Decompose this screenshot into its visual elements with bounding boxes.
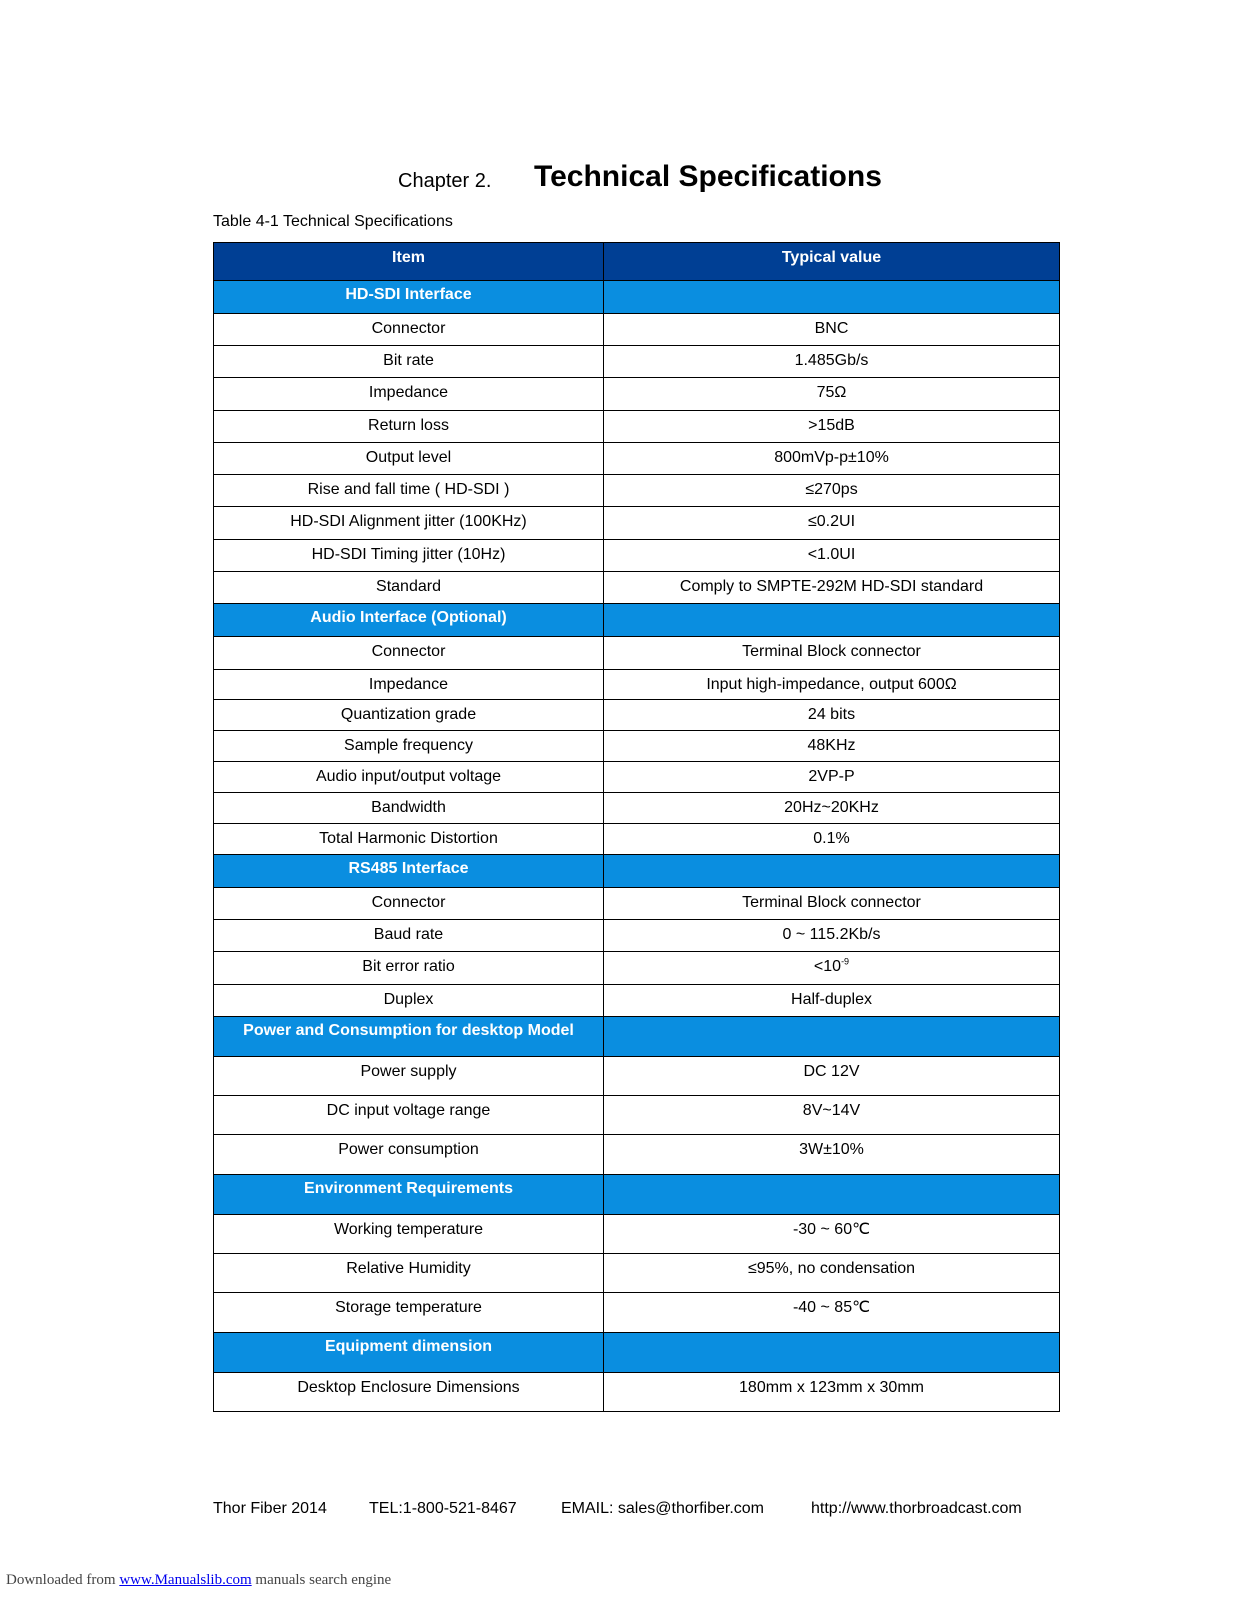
footer-email: EMAIL: sales@thorfiber.com <box>561 1500 764 1517</box>
value-text: 24 bits <box>807 706 856 723</box>
table-row <box>214 793 1060 824</box>
value-cell <box>604 314 1060 346</box>
value-cell <box>604 637 1060 670</box>
value-text: DC 12V <box>803 1063 860 1080</box>
value-cell <box>604 346 1060 378</box>
item-cell: Connector <box>214 637 604 670</box>
section-title: RS485 Interface <box>214 855 604 888</box>
footer-url: http://www.thorbroadcast.com <box>811 1500 1022 1517</box>
value-text: Terminal Block connector <box>742 894 921 911</box>
page-heading <box>0 160 1237 200</box>
table-row <box>214 1293 1060 1333</box>
table-row <box>214 1057 1060 1096</box>
value-text: 800mVp-p±10% <box>774 449 889 466</box>
value-text: -40 ~ 85℃ <box>792 1299 871 1316</box>
table-row <box>214 1373 1060 1412</box>
table-row <box>214 1215 1060 1254</box>
item-cell: DC input voltage range <box>214 1096 604 1135</box>
value-text: 8V~14V <box>802 1102 861 1119</box>
table-row <box>214 700 1060 731</box>
table-row <box>214 670 1060 700</box>
section-row <box>214 1017 1060 1057</box>
value-text: >15dB <box>808 417 855 434</box>
value-cell <box>604 952 1060 985</box>
value-cell <box>604 824 1060 855</box>
value-text: Terminal Block connector <box>742 643 921 660</box>
value-text: 2VP-P <box>808 768 855 785</box>
table-row <box>214 762 1060 793</box>
section-empty-cell <box>604 281 1060 314</box>
value-text: Half-duplex <box>791 991 872 1008</box>
value-cell <box>604 378 1060 411</box>
value-text: 1.485Gb/s <box>794 352 869 369</box>
value-text: ≤270ps <box>805 481 858 498</box>
table-caption: Table 4-1 Technical Specifications <box>213 213 453 230</box>
table-row <box>214 443 1060 475</box>
value-cell <box>604 1215 1060 1254</box>
item-cell: Return loss <box>214 411 604 443</box>
value-cell <box>604 762 1060 793</box>
column-header-item: Item <box>214 243 604 281</box>
item-cell: Desktop Enclosure Dimensions <box>214 1373 604 1412</box>
column-header-value: Typical value <box>604 243 1060 281</box>
value-text: <10 <box>813 958 842 975</box>
table-row <box>214 507 1060 540</box>
table-row <box>214 314 1060 346</box>
item-cell: Impedance <box>214 378 604 411</box>
section-empty-cell <box>604 855 1060 888</box>
item-cell: Total Harmonic Distortion <box>214 824 604 855</box>
value-text: 180mm x 123mm x 30mm <box>739 1379 924 1396</box>
table-row <box>214 952 1060 985</box>
section-empty-cell <box>604 1017 1060 1057</box>
value-cell <box>604 888 1060 920</box>
section-title: Audio Interface (Optional) <box>214 604 604 637</box>
value-cell <box>604 411 1060 443</box>
table-row <box>214 1254 1060 1293</box>
value-text: 3W±10% <box>799 1141 864 1158</box>
item-cell: Bandwidth <box>214 793 604 824</box>
item-cell: Sample frequency <box>214 731 604 762</box>
table-header-row <box>214 243 1060 281</box>
chapter-label: Chapter 2. <box>398 170 492 192</box>
value-exponent: -9 <box>841 956 850 967</box>
item-cell: Working temperature <box>214 1215 604 1254</box>
table-row <box>214 985 1060 1017</box>
section-row <box>214 855 1060 888</box>
item-cell: HD-SDI Timing jitter (10Hz) <box>214 540 604 572</box>
value-text: 48KHz <box>807 737 856 754</box>
value-cell <box>604 700 1060 731</box>
table-row <box>214 824 1060 855</box>
table-row <box>214 411 1060 443</box>
value-cell <box>604 670 1060 700</box>
value-cell <box>604 1135 1060 1175</box>
item-cell: Impedance <box>214 670 604 700</box>
value-text: Input high-impedance, output 600Ω <box>706 676 957 693</box>
table-row <box>214 1135 1060 1175</box>
section-row <box>214 1175 1060 1215</box>
value-cell <box>604 920 1060 952</box>
value-cell <box>604 1057 1060 1096</box>
item-cell: Power supply <box>214 1057 604 1096</box>
footer-company: Thor Fiber 2014 <box>213 1500 327 1517</box>
value-text: 20Hz~20KHz <box>784 799 879 816</box>
value-text: 0.1% <box>813 830 850 847</box>
item-cell: Connector <box>214 314 604 346</box>
download-suffix: manuals search engine <box>251 1572 392 1588</box>
section-empty-cell <box>604 604 1060 637</box>
section-title: Power and Consumption for desktop Model <box>214 1017 604 1057</box>
section-title: HD-SDI Interface <box>214 281 604 314</box>
section-row <box>214 604 1060 637</box>
section-title: Equipment dimension <box>214 1333 604 1373</box>
item-cell: Connector <box>214 888 604 920</box>
item-cell: Power consumption <box>214 1135 604 1175</box>
item-cell: Bit error ratio <box>214 952 604 985</box>
section-empty-cell <box>604 1333 1060 1373</box>
value-cell <box>604 1254 1060 1293</box>
table-row <box>214 346 1060 378</box>
table-row <box>214 378 1060 411</box>
manualslib-link[interactable]: www.Manualslib.com <box>119 1572 252 1588</box>
value-cell <box>604 572 1060 604</box>
section-title: Environment Requirements <box>214 1175 604 1215</box>
item-cell: HD-SDI Alignment jitter (100KHz) <box>214 507 604 540</box>
item-cell: Relative Humidity <box>214 1254 604 1293</box>
value-cell <box>604 793 1060 824</box>
section-row <box>214 281 1060 314</box>
value-cell <box>604 731 1060 762</box>
table-row <box>214 637 1060 670</box>
download-note <box>6 1572 391 1589</box>
value-cell <box>604 443 1060 475</box>
item-cell: Storage temperature <box>214 1293 604 1333</box>
item-cell: Rise and fall time ( HD-SDI ) <box>214 475 604 507</box>
table-row <box>214 572 1060 604</box>
section-row <box>214 1333 1060 1373</box>
value-text: -30 ~ 60℃ <box>792 1221 871 1238</box>
value-text: Comply to SMPTE-292M HD-SDI standard <box>679 578 984 595</box>
item-cell: Baud rate <box>214 920 604 952</box>
item-cell: Duplex <box>214 985 604 1017</box>
item-cell: Quantization grade <box>214 700 604 731</box>
item-cell: Audio input/output voltage <box>214 762 604 793</box>
value-text: ≤95%, no condensation <box>747 1260 916 1277</box>
download-prefix: Downloaded from <box>6 1572 120 1588</box>
value-text: ≤0.2UI <box>807 513 856 530</box>
value-cell <box>604 507 1060 540</box>
table-row <box>214 731 1060 762</box>
spec-table <box>213 242 1060 1412</box>
value-cell <box>604 985 1060 1017</box>
value-cell <box>604 475 1060 507</box>
page-title: Technical Specifications <box>534 160 882 193</box>
table-row <box>214 888 1060 920</box>
value-text: <1.0UI <box>807 546 856 563</box>
table-row <box>214 1096 1060 1135</box>
table-row <box>214 540 1060 572</box>
item-cell: Output level <box>214 443 604 475</box>
spec-table-body <box>214 281 1060 1412</box>
value-cell <box>604 1293 1060 1333</box>
value-text: 75Ω <box>816 384 847 401</box>
table-row <box>214 475 1060 507</box>
value-text: BNC <box>814 320 849 337</box>
table-row <box>214 920 1060 952</box>
value-cell <box>604 540 1060 572</box>
value-cell <box>604 1373 1060 1412</box>
section-empty-cell <box>604 1175 1060 1215</box>
footer-tel: TEL:1-800-521-8467 <box>369 1500 517 1517</box>
value-cell <box>604 1096 1060 1135</box>
value-text: 0 ~ 115.2Kb/s <box>782 926 881 943</box>
item-cell: Standard <box>214 572 604 604</box>
item-cell: Bit rate <box>214 346 604 378</box>
